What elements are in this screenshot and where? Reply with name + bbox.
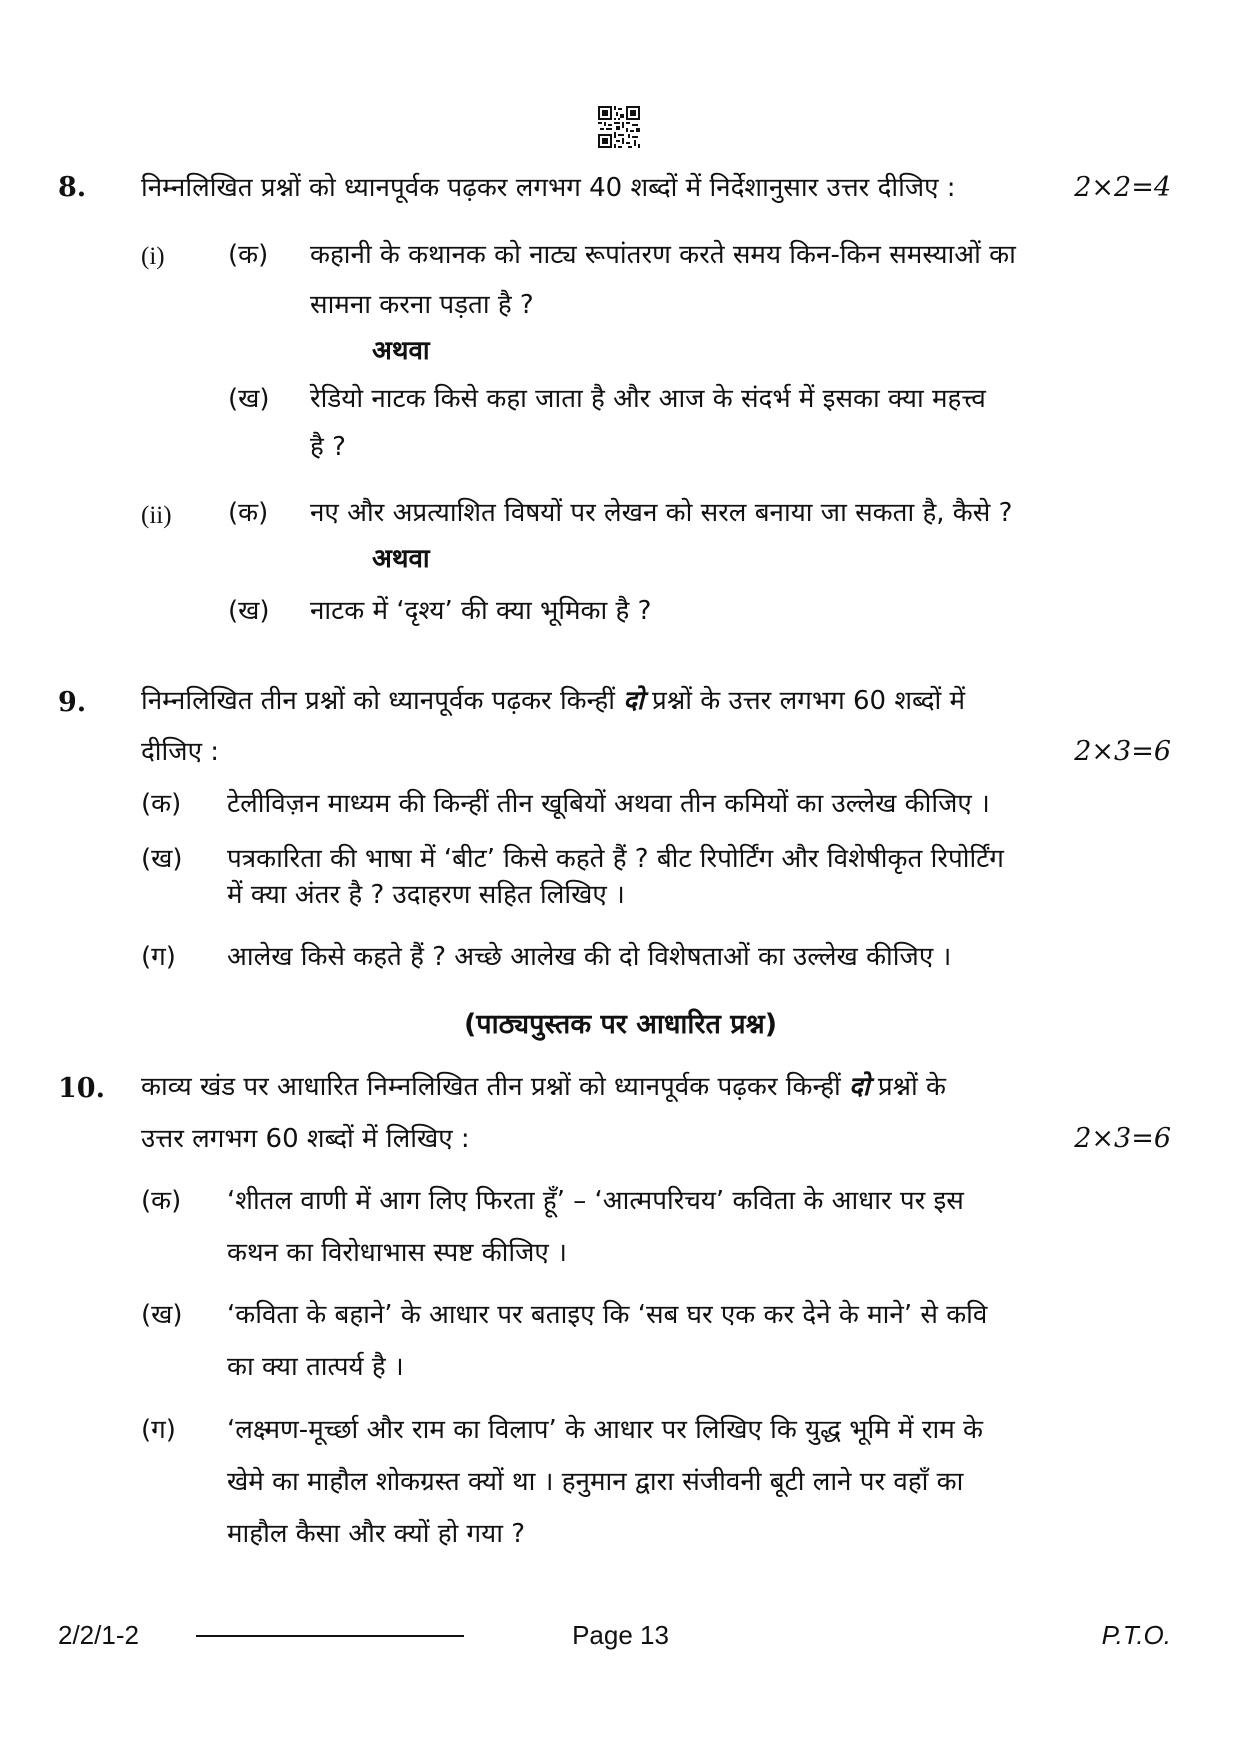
question-stem: निम्नलिखित प्रश्नों को ध्यानपूर्वक पढ़कर लगभग 40 शब्दों में निर्देशानुसार उत्तर दीजिए : xyxy=(141,173,956,203)
option-label: (ख) xyxy=(141,1300,183,1330)
page-number: Page 13 xyxy=(572,1620,669,1650)
option-text: कहानी के कथानक को नाट्य रूपांतरण करते समय किन-किन समस्याओं का xyxy=(310,240,1016,270)
emphasis-word: दो xyxy=(849,1072,870,1102)
question-stem-cont: दीजिए : xyxy=(141,737,219,767)
option-text: का क्या तात्पर्य है । xyxy=(227,1352,404,1382)
option-label: (ख) xyxy=(228,596,270,626)
option-label: (क) xyxy=(141,1186,182,1216)
marks-allocation: 2×2=4 xyxy=(1074,172,1171,203)
qr-code xyxy=(598,106,640,148)
subquestion-label: (ii) xyxy=(141,502,172,529)
or-label: अथवा xyxy=(372,544,430,574)
option-text: ‘शीतल वाणी में आग लिए फिरता हूँ’ – ‘आत्मपरिचय’ कविता के आधार पर इस xyxy=(227,1186,964,1216)
or-label: अथवा xyxy=(372,336,430,366)
question-stem: काव्य खंड पर आधारित निम्नलिखित तीन प्रश्नों को ध्यानपूर्वक पढ़कर किन्हीं दो प्रश्नों के xyxy=(141,1072,946,1102)
option-label: (क) xyxy=(228,498,269,528)
marks-allocation: 2×3=6 xyxy=(1074,736,1171,767)
option-label: (क) xyxy=(141,789,182,819)
question-number: 10. xyxy=(58,1073,105,1104)
marks-allocation: 2×3=6 xyxy=(1074,1123,1171,1154)
option-text: ‘लक्ष्मण-मूर्च्छा और राम का विलाप’ के आधार पर लिखिए कि युद्ध भूमि में राम के xyxy=(227,1415,983,1445)
paper-code: 2/2/1-2 xyxy=(58,1620,139,1650)
option-text: माहौल कैसा और क्यों हो गया ? xyxy=(227,1519,526,1549)
section-heading: (पाठ्यपुस्तक पर आधारित प्रश्न) xyxy=(463,1009,778,1040)
option-text: सामना करना पड़ता है ? xyxy=(310,290,534,320)
option-text: नए और अप्रत्याशित विषयों पर लेखन को सरल बनाया जा सकता है, कैसे ? xyxy=(310,498,1013,528)
subquestion-label: (i) xyxy=(141,243,165,270)
question-stem: निम्नलिखित तीन प्रश्नों को ध्यानपूर्वक पढ़कर किन्हीं दो प्रश्नों के उत्तर लगभग 60 शब्दों में xyxy=(141,686,966,716)
option-text: ‘कविता के बहाने’ के आधार पर बताइए कि ‘सब घर एक कर देने के माने’ से कवि xyxy=(227,1300,988,1330)
question-number: 9. xyxy=(58,687,87,718)
option-text: खेमे का माहौल शोकग्रस्त क्यों था । हनुमान द्वारा संजीवनी बूटी लाने पर वहाँ का xyxy=(227,1467,964,1497)
question-number: 8. xyxy=(58,172,87,203)
question-stem-cont: उत्तर लगभग 60 शब्दों में लिखिए : xyxy=(141,1124,470,1154)
option-text: में क्या अंतर है ? उदाहरण सहित लिखिए । xyxy=(227,880,625,910)
option-text: है ? xyxy=(310,432,346,462)
option-label: (ग) xyxy=(141,942,176,972)
option-text: आलेख किसे कहते हैं ? अच्छे आलेख की दो विशेषताओं का उल्लेख कीजिए । xyxy=(227,942,952,972)
option-text: नाटक में ‘दृश्य’ की क्या भूमिका है ? xyxy=(310,596,652,626)
option-label: (ग) xyxy=(141,1415,176,1445)
option-label: (क) xyxy=(228,240,269,270)
pto-label: P.T.O. xyxy=(1101,1620,1171,1650)
option-text: कथन का विरोधाभास स्पष्ट कीजिए । xyxy=(227,1238,567,1268)
option-text: टेलीविज़न माध्यम की किन्हीं तीन खूबियों अथवा तीन कमियों का उल्लेख कीजिए । xyxy=(227,789,990,819)
option-text: पत्रकारिता की भाषा में ‘बीट’ किसे कहते हैं ? बीट रिपोर्टिंग और विशेषीकृत रिपोर्टिंग xyxy=(227,844,1004,874)
option-label: (ख) xyxy=(141,844,183,874)
option-text: रेडियो नाटक किसे कहा जाता है और आज के संदर्भ में इसका क्या महत्त्व xyxy=(310,384,986,414)
emphasis-word: दो xyxy=(623,686,644,716)
option-label: (ख) xyxy=(228,384,270,414)
